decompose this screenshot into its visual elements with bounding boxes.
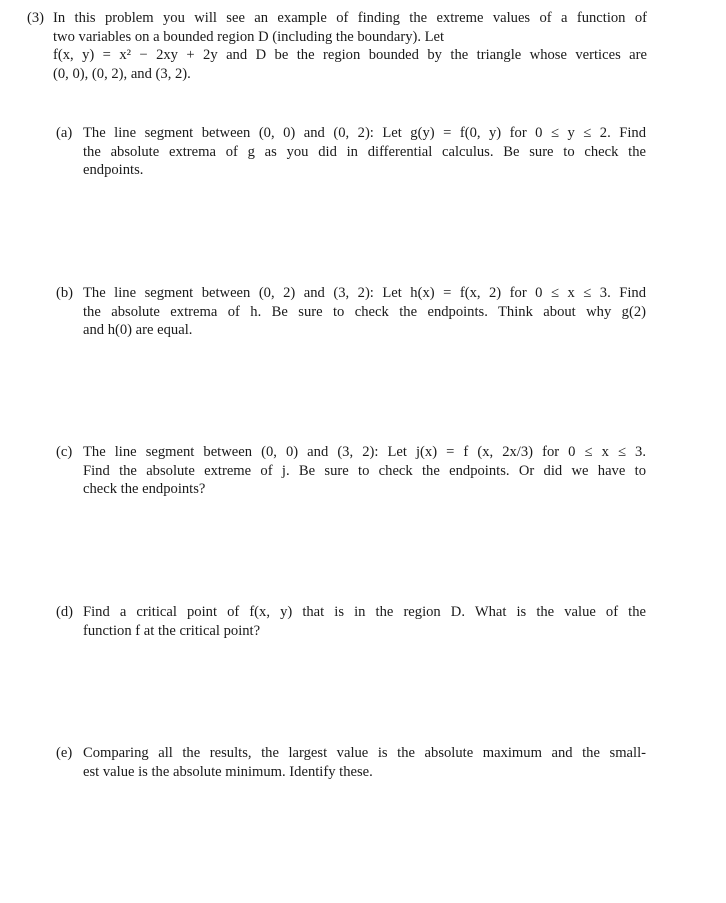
problem-number: (3) (27, 10, 45, 26)
part-text (83, 744, 646, 781)
part-d (56, 603, 646, 640)
part-line: Find a critical point of f(x, y) that is in the region D. What is the value of the (83, 604, 646, 620)
part-b (56, 284, 646, 340)
part-label: (d) (56, 604, 74, 620)
part-text (83, 603, 646, 640)
part-line: The line segment between (0, 2) and (3, 2): Let h(x) = f(x, 2) for 0 ≤ x ≤ 3. Find (83, 285, 646, 301)
problem-statement (27, 9, 647, 83)
part-label: (a) (56, 125, 73, 141)
problem-line: (0, 0), (0, 2), and (3, 2). (53, 65, 191, 82)
part-label: (e) (56, 745, 73, 761)
part-line: Find the absolute extreme of j. Be sure to check the endpoints. Or did we have to (83, 462, 646, 479)
part-e (56, 744, 646, 781)
part-text (83, 124, 646, 180)
part-a (56, 124, 646, 180)
problem-line: two variables on a bounded region D (including the boundary). Let (53, 28, 445, 45)
part-c (56, 443, 646, 499)
part-line: the absolute extrema of g as you did in differential calculus. Be sure to check the (83, 143, 646, 160)
part-line: and h(0) are equal. (83, 322, 193, 339)
part-line: function f at the critical point? (83, 622, 261, 639)
part-line: check the endpoints? (83, 481, 206, 498)
part-line: est value is the absolute minimum. Identify these. (83, 763, 373, 780)
part-label: (c) (56, 444, 73, 460)
part-label: (b) (56, 285, 74, 301)
problem-text (53, 9, 647, 83)
problem-line: In this problem you will see an example of finding the extreme values of a function of (53, 10, 647, 26)
part-text (83, 284, 646, 340)
part-line: The line segment between (0, 0) and (0, 2): Let g(y) = f(0, y) for 0 ≤ y ≤ 2. Find (83, 125, 646, 141)
part-line: endpoints. (83, 162, 144, 179)
part-line: The line segment between (0, 0) and (3, 2): Let j(x) = f (x, 2x/3) for 0 ≤ x ≤ 3. (83, 444, 646, 460)
part-line: Comparing all the results, the largest value is the absolute maximum and the small- (83, 745, 646, 761)
part-line: the absolute extrema of h. Be sure to check the endpoints. Think about why g(2) (83, 303, 646, 320)
part-text (83, 443, 646, 499)
problem-line: f(x, y) = x² − 2xy + 2y and D be the region bounded by the triangle whose vertices are (53, 47, 647, 64)
